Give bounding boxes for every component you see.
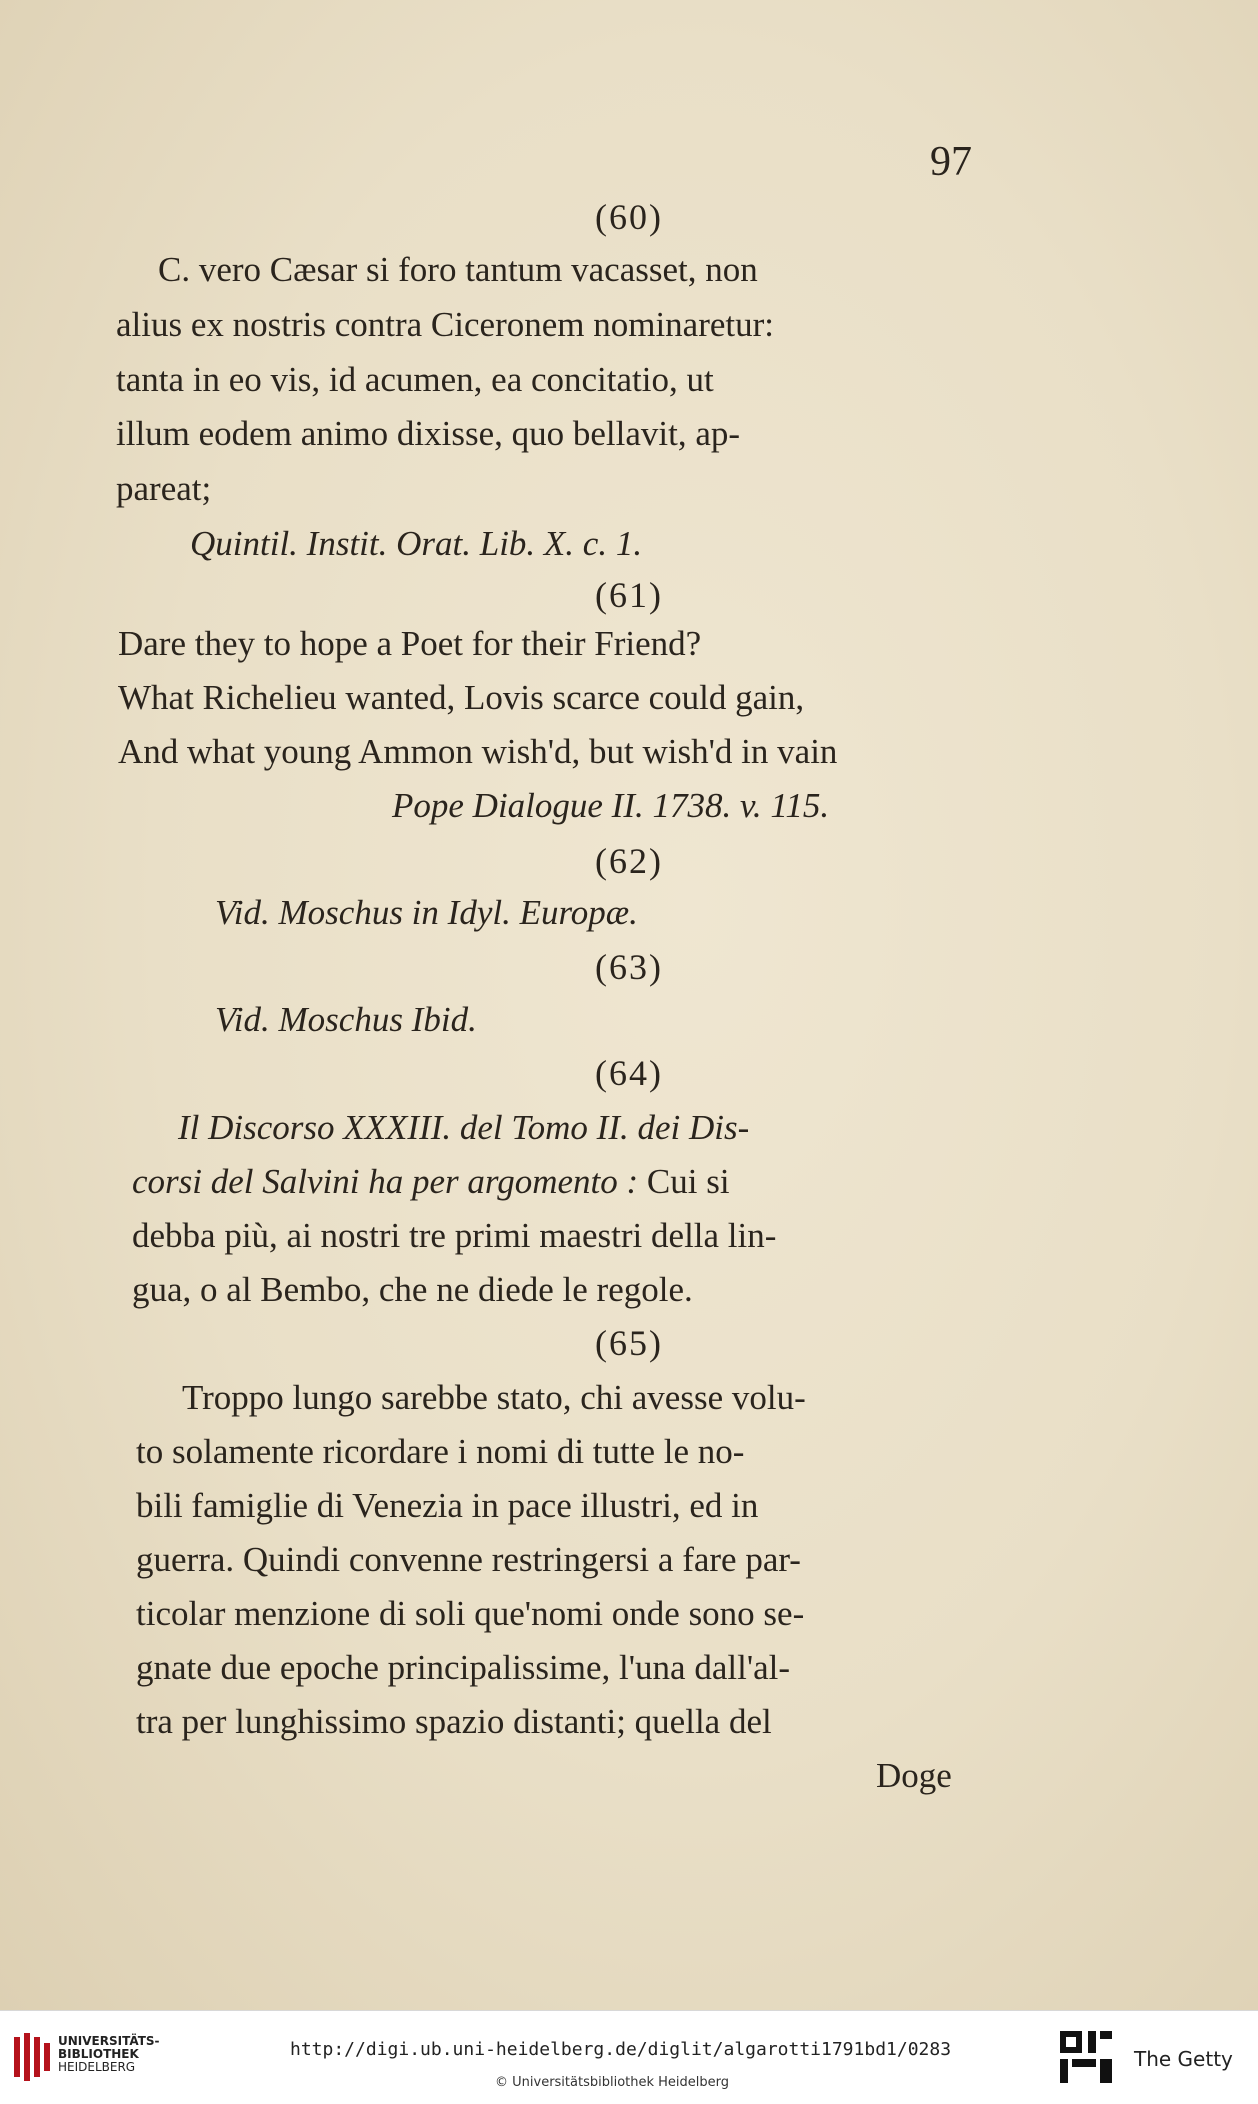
note-60-line-2: alius ex nostris contra Ciceronem nominaretur:: [116, 305, 775, 344]
note-64-line-4: gua, o al Bembo, che ne diede le regole.: [132, 1270, 693, 1309]
note-64-line-3: debba più, ai nostri tre primi maestri della lin-: [132, 1216, 777, 1255]
note-64-italic-line-1: Il Discorso XXXIII. del Tomo II. dei Dis-: [178, 1108, 750, 1147]
note-65-line-7: tra per lunghissimo spazio distanti; quella del: [136, 1702, 772, 1741]
institution-name: UNIVERSITÄTS- BIBLIOTHEK HEIDELBERG: [58, 2034, 160, 2074]
university-library-logo: [12, 2031, 52, 2083]
note-65-line-5: ticolar menzione di soli que'nomi onde sono se-: [136, 1594, 805, 1633]
getty-logo-icon: [1058, 2029, 1114, 2085]
note-60-citation: Quintil. Instit. Orat. Lib. X. c. 1.: [190, 524, 643, 563]
note-heading-65: (65): [595, 1323, 663, 1363]
note-heading-61: (61): [595, 575, 663, 615]
note-60-line-5: pareat;: [116, 469, 212, 508]
note-61-line-1: Dare they to hope a Poet for their Friend?: [118, 624, 702, 663]
note-64-inline-text: Cui si: [646, 1162, 730, 1201]
note-heading-63: (63): [595, 947, 663, 987]
note-heading-62: (62): [595, 841, 663, 881]
note-64-line-2: [132, 1162, 730, 1202]
note-64-italic-line-2: corsi del Salvini ha per argomento :: [132, 1162, 639, 1201]
note-62-citation: Vid. Moschus in Idyl. Europæ.: [215, 893, 638, 932]
note-65-line-6: gnate due epoche principalissime, l'una dall'al-: [136, 1648, 791, 1687]
note-60-line-1: C. vero Cæsar si foro tantum vacasset, non: [158, 250, 758, 289]
note-63-citation: Vid. Moschus Ibid.: [215, 1000, 477, 1039]
permalink-url[interactable]: http://digi.ub.uni-heidelberg.de/diglit/algarotti1791bd1/0283: [290, 2039, 952, 2060]
copyright-notice: © Universitätsbibliothek Heidelberg: [495, 2075, 730, 2090]
note-65-line-1: Troppo lungo sarebbe stato, chi avesse volu-: [182, 1378, 806, 1417]
note-heading-60: (60): [595, 197, 663, 237]
note-61-citation: Pope Dialogue II. 1738. v. 115.: [392, 786, 830, 825]
note-heading-64: (64): [595, 1053, 663, 1093]
note-65-line-3: bili famiglie di Venezia in pace illustri, ed in: [136, 1486, 759, 1525]
note-61-line-3: And what young Ammon wish'd, but wish'd in vain: [118, 732, 838, 771]
partner-name: The Getty: [1134, 2047, 1233, 2071]
page-number: 97: [930, 139, 972, 185]
note-60-line-3: tanta in eo vis, id acumen, ea concitatio, ut: [116, 360, 714, 399]
viewer-footer: [0, 2010, 1258, 2104]
note-60-line-4: illum eodem animo dixisse, quo bellavit, ap-: [116, 414, 741, 453]
note-61-line-2: What Richelieu wanted, Lovis scarce could gain,: [118, 678, 805, 717]
note-65-line-2: to solamente ricordare i nomi di tutte le no-: [136, 1432, 745, 1471]
catchword: Doge: [876, 1756, 952, 1795]
note-65-line-4: guerra. Quindi convenne restringersi a fare par-: [136, 1540, 801, 1579]
